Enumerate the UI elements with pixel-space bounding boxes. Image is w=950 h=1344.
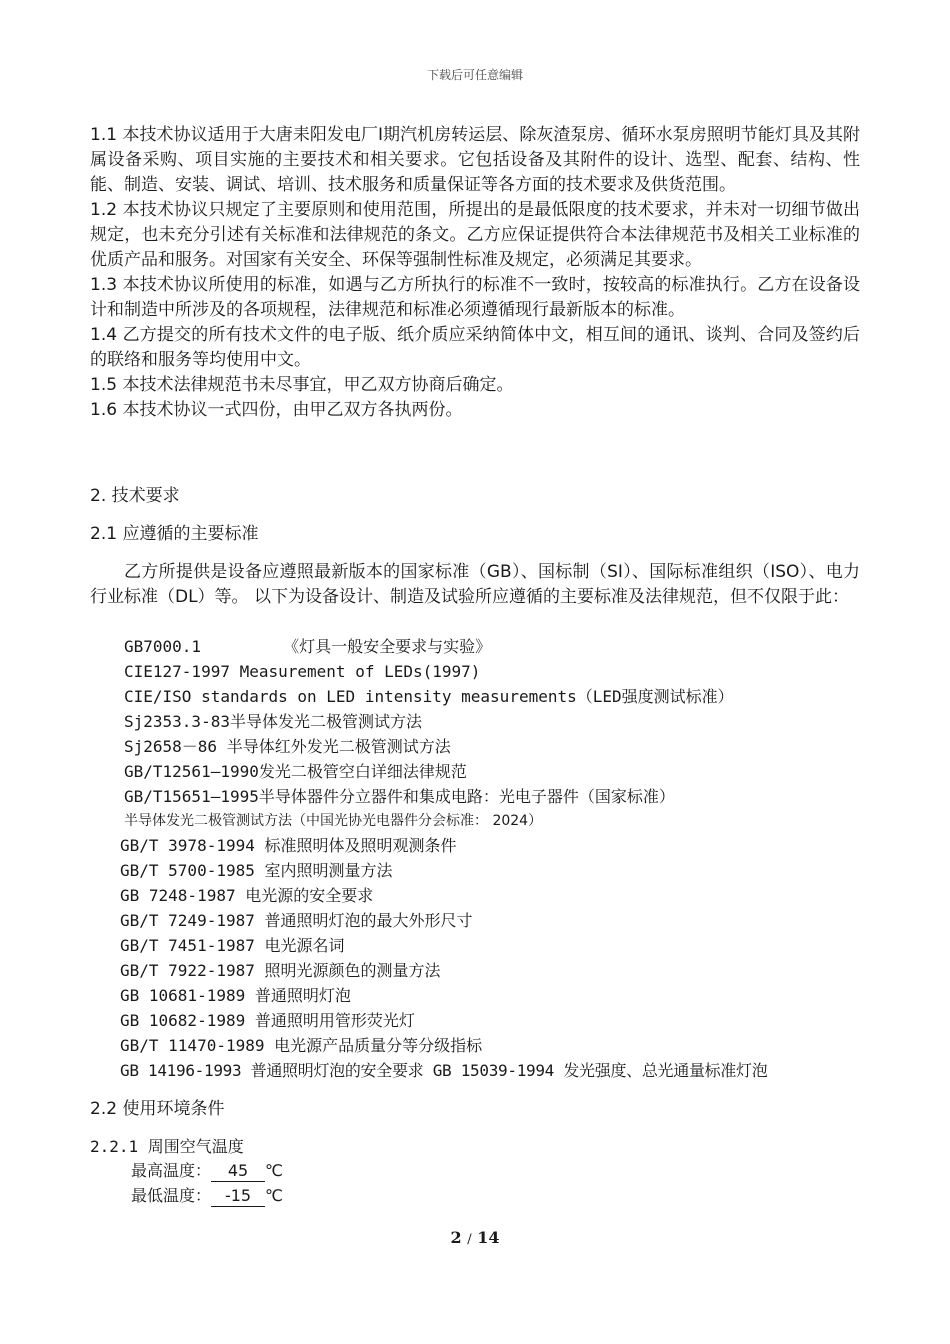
standards-intro <box>90 560 860 610</box>
page-separator: / <box>467 1232 472 1247</box>
standard-item-2: CIE127-1997 Measurement of LEDs(1997) <box>124 662 481 681</box>
clause-1-5: 1.5 本技术法律规范书未尽事宜，甲乙双方协商后确定。 <box>90 375 514 395</box>
heading-main-standards: 2.1 应遵循的主要标准 <box>90 524 259 544</box>
standards-intro-text: 乙方所提供是设备应遵照最新版本的国家标准（GB）、国标制（SI）、国际标准组织（ISO）、电力行业标准（DL）等。 以下为设备设计、制造及试验所应遵循的主要标准及法律规范，但不仅限于此： <box>90 562 860 607</box>
clause-1-6: 1.6 本技术协议一式四份，由甲乙双方各执两份。 <box>90 400 463 420</box>
standard-item-8: 半导体发光二极管测试方法（中国光协光电器件分会标准： 2024） <box>124 813 543 829</box>
standard-item-13: GB/T 7451-1987 电光源名词 <box>120 936 345 955</box>
max-temperature-label: 最高温度： <box>131 1161 212 1180</box>
standard-item-9: GB/T 3978-1994 标准照明体及照明观测条件 <box>120 836 457 855</box>
page-number <box>0 1228 950 1247</box>
temperature-unit: ℃ <box>265 1161 283 1180</box>
section-1-body <box>90 123 860 423</box>
max-temperature-row <box>131 1158 283 1183</box>
standard-item-11: GB 7248-1987 电光源的安全要求 <box>120 886 374 905</box>
clause-1-3: 1.3 本技术协议所使用的标准，如遇与乙方所执行的标准不一致时，按较高的标准执行。乙方在设备设计和制造中所涉及的各项规程，法律规范和标准必须遵循现行最新版本的标准。 <box>90 275 860 320</box>
standard-item-3: CIE/ISO standards on LED intensity measurements（LED强度测试标准） <box>124 687 734 706</box>
heading-environment-conditions: 2.2 使用环境条件 <box>90 1099 225 1119</box>
standard-item-7: GB/T15651—1995半导体器件分立器件和集成电路：光电子器件（国家标准） <box>124 787 675 806</box>
standard-item-12: GB/T 7249-1987 普通照明灯泡的最大外形尺寸 <box>120 911 473 930</box>
min-temperature-row <box>131 1183 283 1208</box>
standard-item-5: Sj2658－86 半导体红外发光二极管测试方法 <box>124 737 451 756</box>
clause-1-1: 1.1 本技术协议适用于大唐耒阳发电厂Ⅰ期汽机房转运层、除灰渣泵房、循环水泵房照明节能灯具及其附属设备采购、项目实施的主要技术和相关要求。它包括设备及其附件的设计、选型、配套、结构、性能、制造、安装、调试、培训、技术服务和质量保证等各方面的技术要求及供货范围。 <box>90 125 860 195</box>
standard-item-4: Sj2353.3-83半导体发光二极管测试方法 <box>124 712 422 731</box>
standard-item-17: GB/T 11470-1989 电光源产品质量分等分级指标 <box>120 1036 483 1055</box>
clause-1-4: 1.4 乙方提交的所有技术文件的电子版、纸介质应采纳简体中文，相互间的通讯、谈判、合同及签约后的联络和服务等均使用中文。 <box>90 325 860 370</box>
standard-title: 《灯具一般安全要求与实验》 <box>283 637 492 656</box>
temperature-unit: ℃ <box>265 1186 283 1205</box>
max-temperature-value: 45 <box>211 1161 265 1182</box>
page-header: 下载后可任意编辑 <box>426 68 523 82</box>
standard-item-16: GB 10682-1989 普通照明用管形荧光灯 <box>120 1011 415 1030</box>
standard-item-15: GB 10681-1989 普通照明灯泡 <box>120 986 351 1005</box>
heading-technical-requirements: 2. 技术要求 <box>90 486 180 506</box>
standard-item-14: GB/T 7922-1987 照明光源颜色的测量方法 <box>120 961 441 980</box>
standard-item-18: GB 14196-1993 普通照明灯泡的安全要求 GB 15039-1994 发光强度、总光通量标准灯泡 <box>120 1061 768 1080</box>
current-page: 2 <box>450 1228 462 1247</box>
min-temperature-value: -15 <box>211 1186 265 1207</box>
standard-code: GB7000.1 <box>124 637 202 656</box>
standard-item-1 <box>124 634 491 659</box>
min-temperature-label: 最低温度： <box>131 1186 212 1205</box>
clause-1-2: 1.2 本技术协议只规定了主要原则和使用范围，所提出的是最低限度的技术要求，并未对一切细节做出规定，也未充分引述有关标准和法律规范的条文。乙方应保证提供符合本法律规范书及相关工业标准的优质产品和服务。对国家有关安全、环保等强制性标准及规定，必须满足其要求。 <box>90 200 860 270</box>
total-pages: 14 <box>477 1228 500 1247</box>
standard-item-6: GB/T12561—1990发光二极管空白详细法律规范 <box>124 762 467 781</box>
heading-ambient-temperature: 2.2.1 周围空气温度 <box>90 1137 244 1156</box>
standard-item-10: GB/T 5700-1985 室内照明测量方法 <box>120 861 393 880</box>
